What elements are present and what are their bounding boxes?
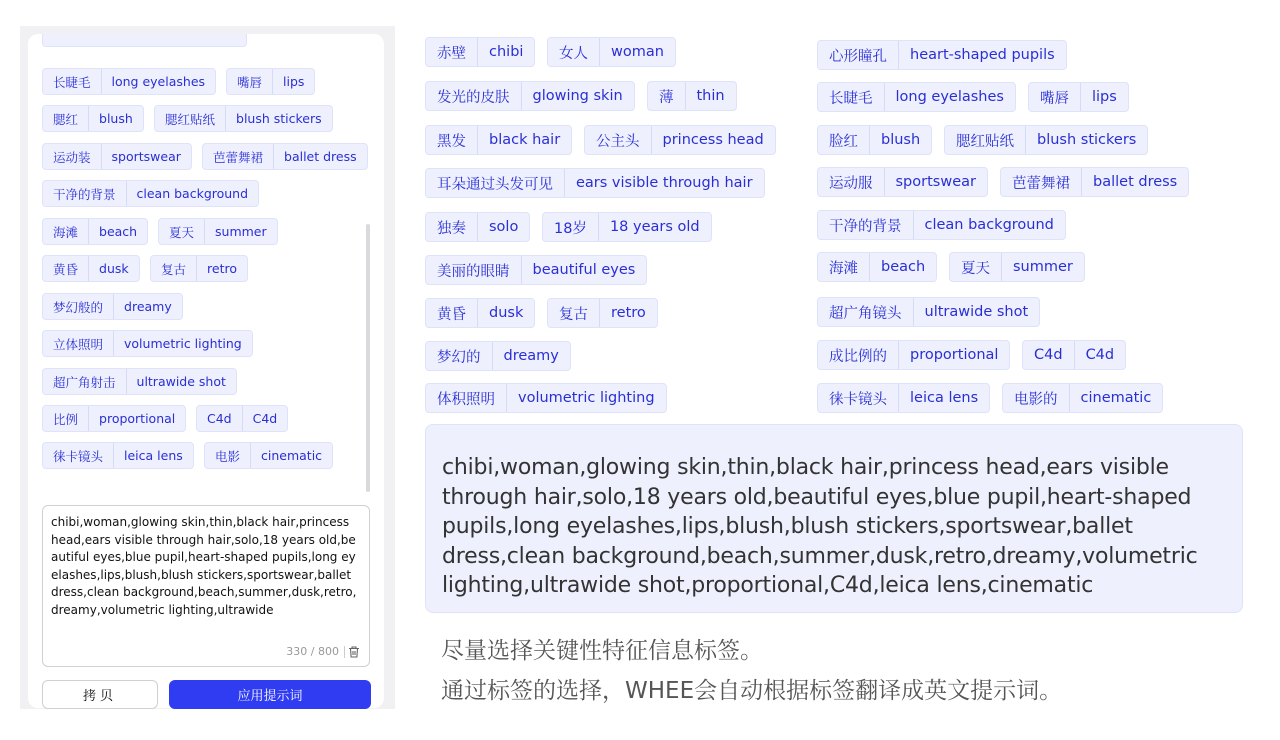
tag-english-label: thin [696,88,725,104]
prompt-text: chibi,woman,glowing skin,thin,black hair,princess head,ears visible through hair,solo,18 years old,beautiful eyes,blue pupil,heart-shaped pupils,long eyelashes,lips,blush,blush stickers,sportswear,ballet dress,clean background,beach,summer,dusk,retro,dreamy,volumetric lighting,ultrawide [51,515,357,617]
tag-chinese-label: 长睫毛 [53,74,91,90]
tag-english-label: dreamy [124,299,172,314]
tag-chip[interactable] [202,143,368,170]
tag-english-label: princess head [662,132,764,148]
tag-english-label: blush stickers [1037,132,1137,148]
char-counter: 330 / 800 [286,645,339,658]
tag-chip[interactable] [817,125,932,155]
tag-chip[interactable] [425,212,530,242]
result-prompt-text: chibi,woman,glowing skin,thin,black hair,princess head,ears visible through hair,solo,18 years old,beautiful eyes,blue pupil,heart-shaped pupils,long eyelashes,lips,blush,blush stickers,sportswear,ballet dress,clean background,beach,summer,dusk,retro,dreamy,volumetric lighting,ultrawide shot,proportional,C4d,leica lens,cinematic [442,455,1198,598]
tag-chinese-label: 薄 [659,89,674,106]
tag-chinese-label: 黄昏 [437,306,466,323]
tag-chinese-label: 腮红贴纸 [165,111,216,127]
tag-chinese-label: 腮红贴纸 [956,133,1014,150]
tag-chip[interactable] [42,405,186,432]
tag-chinese-label: 心形瞳孔 [829,48,887,65]
tag-chinese-label: 女人 [559,45,588,62]
tag-english-label: retro [207,261,237,276]
tag-english-label: ultrawide shot [136,374,226,389]
tag-chinese-label: 干净的背景 [829,218,902,235]
tag-english-label: lips [1092,89,1117,105]
tag-chip[interactable] [1022,340,1126,370]
tag-english-label: volumetric lighting [124,336,242,351]
scrollbar[interactable] [366,224,370,492]
tag-english-label: chibi [489,44,524,60]
tag-chip[interactable] [1000,167,1189,197]
tag-chinese-label: 黄昏 [53,261,79,277]
tag-chip[interactable] [1002,383,1163,413]
tag-chinese-label: 夏天 [961,260,990,277]
tag-chinese-label: 梦幻的 [437,349,481,366]
tag-chip[interactable] [425,255,647,285]
tag-chip[interactable] [42,255,140,282]
tag-chip[interactable] [425,341,571,371]
tag-chinese-label: 赤壁 [437,45,466,62]
tag-chinese-label: 干净的背景 [53,186,116,202]
tag-english-label: glowing skin [532,88,623,104]
tag-english-label: long eyelashes [111,74,206,89]
prompt-textarea[interactable] [42,505,370,667]
tag-chip[interactable] [154,105,333,132]
tag-chip[interactable] [425,383,667,413]
tag-chip[interactable] [542,212,712,242]
apply-prompt-button[interactable]: 应用提示词 [169,680,371,709]
tag-chinese-label: 发光的皮肤 [437,89,510,106]
tag-english-label: sportswear [111,149,181,164]
tag-chinese-label: 成比例的 [829,348,887,365]
tag-chip[interactable] [425,168,765,198]
tag-chip[interactable] [42,330,253,357]
tag-english-label: blush [99,111,133,126]
copy-button[interactable]: 拷贝 [42,680,158,709]
cut-off-tag [42,34,247,47]
tag-english-label: beach [881,259,926,275]
tag-chip[interactable] [547,298,658,328]
tag-chip[interactable] [817,383,990,413]
tag-chinese-label: 超广角镜头 [829,305,902,322]
tag-english-label: dreamy [503,348,559,364]
tag-chinese-label: C4d [1034,347,1063,363]
tag-chinese-label: 嘴唇 [237,74,263,90]
tag-chinese-label: 芭蕾舞裙 [1012,175,1070,192]
tag-chinese-label: 梦幻般的 [53,299,104,315]
tag-english-label: cinematic [1080,390,1152,406]
tag-english-label: dusk [489,305,524,321]
tag-english-label: ballet dress [284,149,357,164]
tag-chip[interactable] [42,442,194,469]
tag-chinese-label: 黑发 [437,133,466,150]
tag-chinese-label: 复古 [161,261,187,277]
tag-english-label: ultrawide shot [924,304,1029,320]
tag-english-label: woman [611,44,664,60]
tag-chip[interactable] [226,68,315,95]
tag-chinese-label: 徕卡镜头 [829,391,887,408]
tag-chip[interactable] [196,405,288,432]
tag-english-label: blush stickers [236,111,322,126]
tag-chip[interactable] [425,298,535,328]
tag-chip[interactable] [42,293,183,320]
caption-line-2: 通过标签的选择，WHEE会自动根据标签翻译成英文提示词。 [441,678,1063,704]
tag-english-label: volumetric lighting [518,390,655,406]
tag-chinese-label: 超广角射击 [53,374,116,390]
tag-english-label: leica lens [910,390,979,406]
tag-chip[interactable] [425,37,535,67]
tag-chinese-label: 电影 [215,448,241,464]
tag-english-label: black hair [489,132,561,148]
tag-chinese-label: 比例 [53,411,79,427]
tag-chip[interactable] [42,218,148,245]
tag-chip[interactable] [425,125,572,155]
tag-chip[interactable] [158,218,278,245]
tag-chip[interactable] [42,143,192,170]
tag-chip[interactable] [547,37,676,67]
tag-english-label: summer [215,224,267,239]
result-prompt-box [425,424,1243,613]
tag-english-label: proportional [99,411,176,426]
tag-chip[interactable] [817,210,1066,240]
tag-chip[interactable] [42,105,144,132]
caption-line-1: 尽量选择关键性特征信息标签。 [441,638,763,664]
tag-chinese-label: 海滩 [829,260,858,277]
tag-chinese-label: 体积照明 [437,391,495,408]
tag-chip[interactable] [647,81,737,111]
tag-chip[interactable] [817,40,1067,70]
tag-chip[interactable] [42,68,216,95]
tag-chip[interactable] [1028,82,1129,112]
tag-chinese-label: 电影的 [1014,391,1058,408]
tag-english-label: summer [1013,259,1073,275]
tag-chinese-label: 芭蕾舞裙 [213,149,264,165]
tag-chip[interactable] [817,167,988,197]
tag-english-label: 18 years old [609,219,700,235]
tag-chinese-label: 运动服 [829,175,873,192]
tag-english-label: C4d [252,411,278,426]
tag-chinese-label: 耳朵通过头发可见 [437,176,553,193]
tag-chip[interactable] [817,252,937,282]
tag-english-label: leica lens [124,448,183,463]
tag-chinese-label: 美丽的眼睛 [437,263,510,280]
tag-chinese-label: 公主头 [596,133,640,150]
tag-english-label: clean background [136,186,249,201]
tag-english-label: proportional [910,347,999,363]
tag-english-label: retro [611,305,646,321]
tag-chinese-label: 嘴唇 [1040,90,1069,107]
tag-chinese-label: 脸红 [829,133,858,150]
tag-english-label: sportswear [895,174,976,190]
tag-english-label: cinematic [261,448,323,463]
tag-chip[interactable] [949,252,1085,282]
tag-english-label: beautiful eyes [532,262,636,278]
tag-chinese-label: 夏天 [169,224,195,240]
tag-chip[interactable] [42,368,237,395]
tag-english-label: clean background [924,217,1054,233]
trash-icon[interactable] [347,645,361,659]
tag-chip[interactable] [817,82,1016,112]
tag-chip[interactable] [204,442,333,469]
tag-chinese-label: 腮红 [53,111,79,127]
tag-chinese-label: 18岁 [554,220,587,237]
tag-chip[interactable] [817,340,1010,370]
tag-chip[interactable] [944,125,1148,155]
tag-english-label: dusk [99,261,129,276]
tag-chinese-label: 长睫毛 [829,90,873,107]
tag-chip[interactable] [150,255,248,282]
tag-chip[interactable] [425,81,635,111]
tag-english-label: blush [881,132,921,148]
tag-english-label: heart-shaped pupils [910,47,1055,63]
tag-chinese-label: C4d [207,411,232,426]
tag-chinese-label: 运动装 [53,149,91,165]
tag-list[interactable] [28,34,368,494]
counter-divider [344,646,345,658]
tag-chinese-label: 复古 [559,306,588,323]
tag-chinese-label: 海滩 [53,224,79,240]
tag-chinese-label: 立体照明 [53,336,104,352]
tag-english-label: solo [489,219,519,235]
tag-chip[interactable] [817,297,1040,327]
tag-chip[interactable] [584,125,776,155]
tag-english-label: beach [99,224,138,239]
tag-chip[interactable] [42,180,259,207]
tag-english-label: lips [283,74,305,89]
tag-english-label: ears visible through hair [576,175,753,191]
tag-english-label: long eyelashes [895,89,1004,105]
tag-chinese-label: 独奏 [437,220,466,237]
tag-chinese-label: 徕卡镜头 [53,448,104,464]
tag-english-label: ballet dress [1093,174,1178,190]
tag-english-label: C4d [1085,347,1115,363]
